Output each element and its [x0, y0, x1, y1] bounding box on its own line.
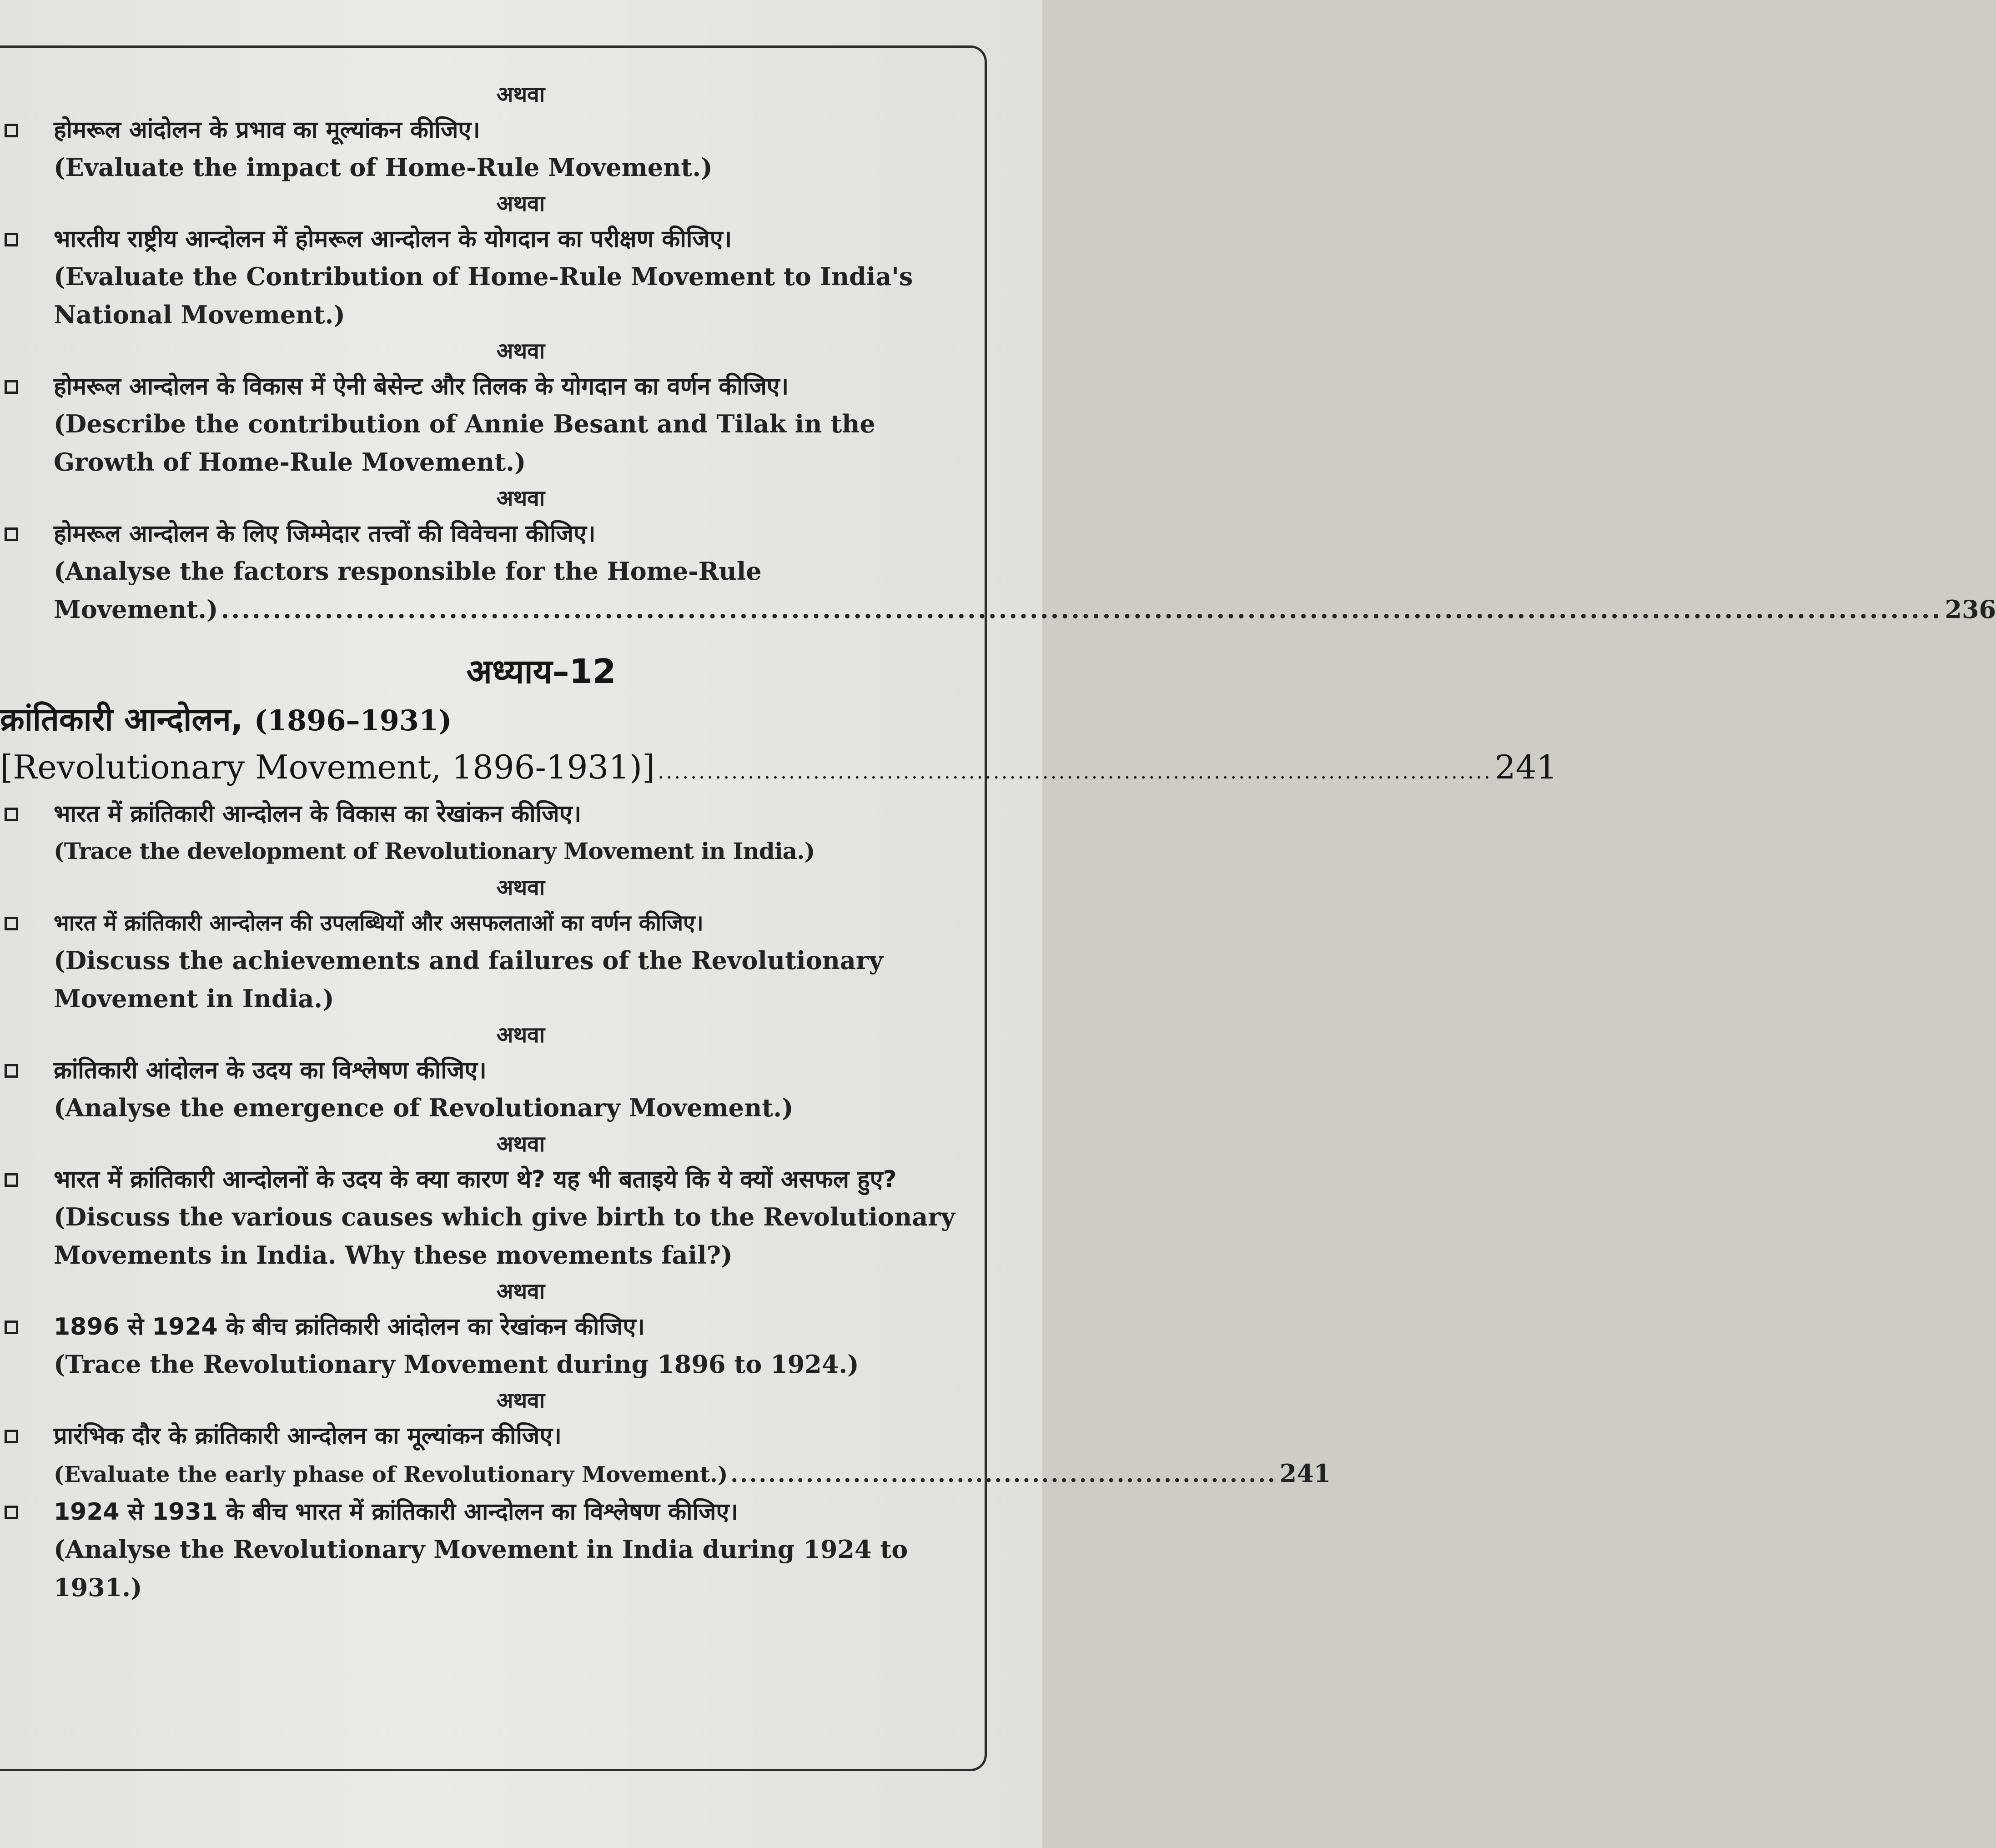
separator-athava: अथवा — [496, 1388, 545, 1413]
question-english: (Analyse the Revolutionary Movement in India during 1924 to 1931.) — [54, 1535, 908, 1602]
chapter-heading: अध्याय–12 — [466, 652, 616, 691]
dot-leader: ...................................................................................................................................................................... — [221, 595, 1942, 624]
question-item — [0, 1418, 1331, 1494]
chapter-title-english — [0, 743, 1558, 796]
question-hindi: प्रारंभिक दौर के क्रांतिकारी आन्दोलन का मूल्यांकन कीजिए। — [54, 1422, 562, 1450]
question-item — [0, 368, 969, 481]
checkbox-square-icon — [5, 808, 18, 821]
checkbox-square-icon — [5, 1064, 18, 1078]
question-english: (Evaluate the impact of Home-Rule Movement.) — [54, 153, 713, 182]
checkbox-square-icon — [5, 917, 18, 930]
question-hindi: क्रांतिकारी आंदोलन के उदय का विश्लेषण कीजिए। — [54, 1057, 487, 1084]
separator-athava: अथवा — [496, 82, 545, 107]
question-english: (Trace the Revolutionary Movement during 1896 to 1924.) — [54, 1350, 859, 1379]
question-english: (Discuss the achievements and failures of the Revolutionary Movement in India.) — [54, 946, 883, 1013]
question-item — [0, 1052, 969, 1127]
separator-athava: अथवा — [496, 875, 545, 900]
chapter-title-english-text: [Revolutionary Movement, 1896-1931)] — [0, 748, 655, 786]
page-number: 236 — [1945, 595, 1996, 624]
chapter-title-hindi-text: क्रांतिकारी आन्दोलन, — [0, 701, 243, 738]
question-item — [0, 1309, 969, 1383]
question-english-end: Movement.) — [54, 595, 218, 624]
separator-athava: अथवा — [496, 1279, 545, 1304]
question-hindi: भारत में क्रांतिकारी आन्दोलनों के उदय के क्या कारण थे? यह भी बताइये कि ये क्यों असफल हुए? — [54, 1166, 897, 1193]
question-english: (Analyse the emergence of Revolutionary Movement.) — [54, 1093, 794, 1122]
question-hindi: होमरूल आन्दोलन के लिए जिम्मेदार तत्त्वों की विवेचना कीजिए। — [54, 520, 596, 547]
question-english: (Describe the contribution of Annie Besant and Tilak in the Growth of Home-Rule Movement.) — [54, 409, 875, 477]
checkbox-square-icon — [5, 124, 18, 137]
question-english: (Evaluate the early phase of Revolutionary Movement.) — [54, 1462, 728, 1487]
question-item — [0, 796, 969, 870]
checkbox-square-icon — [5, 1430, 18, 1443]
toc-leader-line — [54, 1454, 1331, 1494]
dot-leader: .......................................................... — [730, 1462, 1277, 1487]
question-english: (Discuss the various causes which give birth to the Revolutionary Movements in India. Why these movements fail?) — [54, 1202, 955, 1270]
separator-athava: अथवा — [496, 486, 545, 511]
question-item — [0, 516, 1996, 628]
separator-athava: अथवा — [496, 191, 545, 216]
page-number: 241 — [1279, 1459, 1331, 1488]
question-english: (Evaluate the Contribution of Home-Rule Movement to India's National Movement.) — [54, 262, 913, 329]
question-item — [0, 221, 969, 334]
checkbox-square-icon — [5, 1321, 18, 1334]
question-hindi: होमरूल आन्दोलन के विकास में ऐनी बेसेन्ट और तिलक के योगदान का वर्णन कीजिए। — [54, 373, 789, 400]
checkbox-square-icon — [5, 527, 18, 541]
question-item — [0, 905, 969, 1018]
separator-athava: अथवा — [496, 338, 545, 364]
chapter-title-years: (1896–1931) — [254, 704, 452, 737]
page-number: 241 — [1494, 748, 1558, 786]
separator-athava: अथवा — [496, 1022, 545, 1048]
question-hindi: भारत में क्रांतिकारी आन्दोलन के विकास का रेखांकन कीजिए। — [54, 800, 582, 828]
checkbox-square-icon — [5, 1173, 18, 1187]
checkbox-square-icon — [5, 380, 18, 394]
dot-leader: ...................................................................................................... — [658, 760, 1492, 783]
question-item — [0, 112, 969, 186]
toc-leader-line — [54, 590, 1996, 628]
checkbox-square-icon — [5, 233, 18, 246]
question-hindi: 1924 से 1931 के बीच भारत में क्रांतिकारी आन्दोलन का विश्लेषण कीजिए। — [54, 1498, 738, 1526]
chapter-title-hindi — [0, 697, 969, 743]
separator-athava: अथवा — [496, 1131, 545, 1157]
question-english: (Trace the development of Revolutionary Movement in India.) — [54, 838, 815, 864]
question-hindi: भारत में क्रांतिकारी आन्दोलन की उपलब्धियों और असफलताओं का वर्णन कीजिए। — [54, 910, 704, 936]
question-hindi: होमरूल आंदोलन के प्रभाव का मूल्यांकन कीजिए। — [54, 116, 480, 144]
checkbox-square-icon — [5, 1506, 18, 1519]
question-item — [0, 1494, 969, 1607]
contents-list — [0, 82, 1996, 1607]
question-hindi: 1896 से 1924 के बीच क्रांतिकारी आंदोलन का रेखांकन कीजिए। — [54, 1313, 645, 1341]
question-hindi: भारतीय राष्ट्रीय आन्दोलन में होमरूल आन्दोलन के योगदान का परीक्षण कीजिए। — [54, 226, 732, 253]
question-english: (Analyse the factors responsible for the Home-Rule — [54, 557, 762, 586]
question-item — [0, 1161, 969, 1274]
